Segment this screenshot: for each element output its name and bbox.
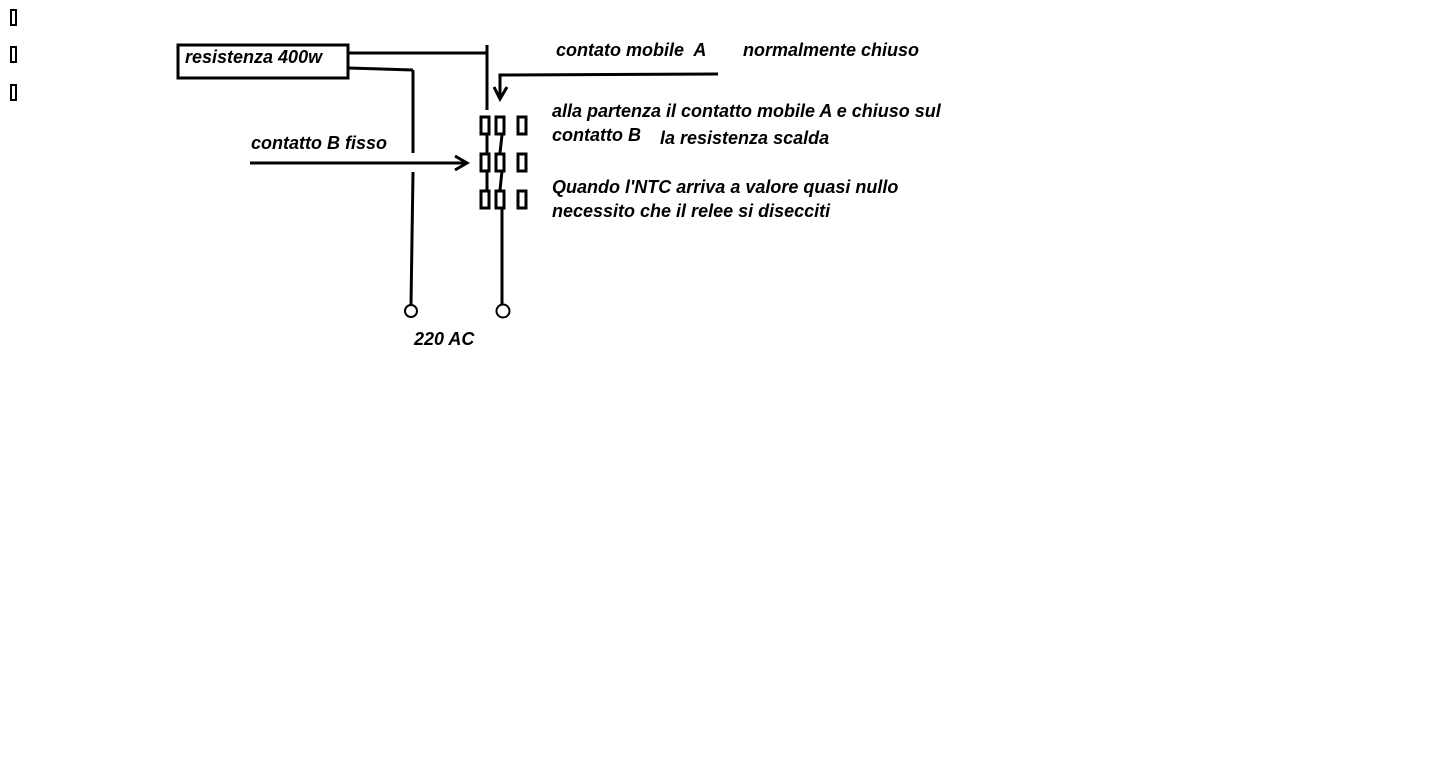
wire-supply-left-lower: [411, 172, 413, 305]
description-line-1: alla partenza il contatto mobile A e chiuso sul: [552, 101, 941, 121]
supply-terminal-left: [405, 305, 417, 317]
edge-mark-2: [11, 47, 16, 62]
edge-mark-3: [11, 85, 16, 100]
contact-r3-c1: [481, 191, 489, 208]
description-line-2a: contatto B: [552, 125, 641, 145]
contact-r2-c1: [481, 154, 489, 171]
mobile-contact-label: contato mobile A: [556, 40, 707, 60]
contact-r2-c3: [518, 154, 526, 171]
edge-mark-1: [11, 10, 16, 25]
relay-contacts: [481, 117, 526, 208]
wires: [348, 45, 502, 305]
contact-r3-c3: [518, 191, 526, 208]
contact-r1-c3: [518, 117, 526, 134]
contact-r2-c2: [496, 154, 504, 171]
normally-closed-label: normalmente chiuso: [743, 40, 920, 60]
contact-r1-c2: [496, 117, 504, 134]
wire-pole-b-1: [500, 135, 502, 153]
mobile-contact-arrow: [494, 74, 718, 99]
description-line-3: Quando l'NTC arriva a valore quasi nullo: [552, 177, 899, 197]
resistor-label: resistenza 400w: [185, 47, 323, 67]
fixed-contact-arrow: [250, 156, 467, 170]
wire-resistor-bottom: [348, 68, 413, 70]
wire-pole-b-2: [500, 171, 502, 190]
supply-label: 220 AC: [414, 329, 475, 349]
contact-r1-c1: [481, 117, 489, 134]
description-line-2b: la resistenza scalda: [660, 128, 830, 148]
contact-r3-c2: [496, 191, 504, 208]
supply-terminal-right: [497, 305, 510, 318]
fixed-contact-label: contatto B fisso: [251, 133, 388, 153]
description-line-4: necessito che il relee si disecciti: [552, 201, 831, 221]
edge-marks: [11, 10, 16, 100]
